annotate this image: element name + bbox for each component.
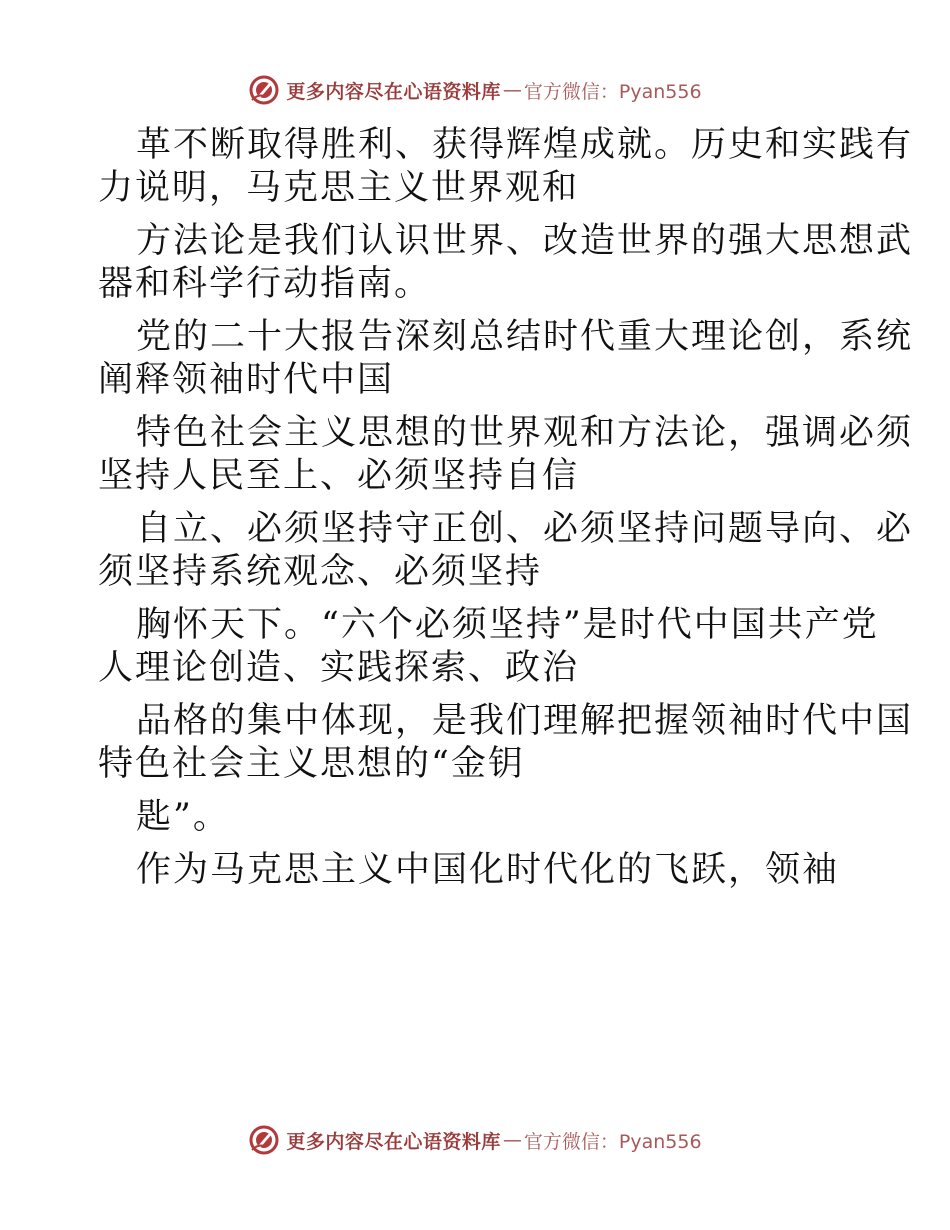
header-banner xyxy=(0,70,950,110)
banner-text: 更多内容尽在心语资料库 xyxy=(286,80,501,103)
body-line: 党的二十大报告深刻总结时代重大理论创，系统 xyxy=(136,317,914,357)
body-line: 特色社会主义思想的“金钥 xyxy=(98,744,525,784)
banner-wechat: 官方微信：Pyan556 xyxy=(523,80,702,103)
body-line: 胸怀天下。“六个必须坚持”是时代中国共产党 xyxy=(136,605,879,645)
banner-wechat: 官方微信：Pyan556 xyxy=(523,1130,702,1153)
body-line: 匙”。 xyxy=(136,797,230,837)
body-line: 方法论是我们认识世界、改造世界的强大思想武 xyxy=(136,221,914,261)
body-line: 特色社会主义思想的世界观和方法论，强调必须 xyxy=(136,413,914,453)
document-body xyxy=(98,124,914,892)
banner-text: 更多内容尽在心语资料库 xyxy=(286,1130,501,1153)
banner-separator: — xyxy=(502,1129,522,1151)
pen-nib-logo-icon xyxy=(248,74,280,106)
body-line: 器和科学行动指南。 xyxy=(98,264,432,304)
body-line: 自立、必须坚持守正创、必须坚持问题导向、必 xyxy=(136,509,914,549)
body-line: 阐释领袖时代中国 xyxy=(98,360,395,400)
banner-separator: — xyxy=(502,79,522,101)
body-line: 品格的集中体现，是我们理解把握领袖时代中国 xyxy=(136,701,914,741)
body-line: 坚持人民至上、必须坚持自信 xyxy=(98,456,580,496)
pen-nib-logo-icon xyxy=(248,1124,280,1156)
body-line: 作为马克思主义中国化时代化的飞跃，领袖 xyxy=(136,850,840,890)
body-line: 须坚持系统观念、必须坚持 xyxy=(98,552,543,592)
body-line: 革不断取得胜利、获得辉煌成就。历史和实践有 xyxy=(136,125,914,165)
footer-banner xyxy=(0,1120,950,1160)
body-line: 力说明，马克思主义世界观和 xyxy=(98,168,580,208)
body-line: 人理论创造、实践探索、政治 xyxy=(98,648,580,688)
